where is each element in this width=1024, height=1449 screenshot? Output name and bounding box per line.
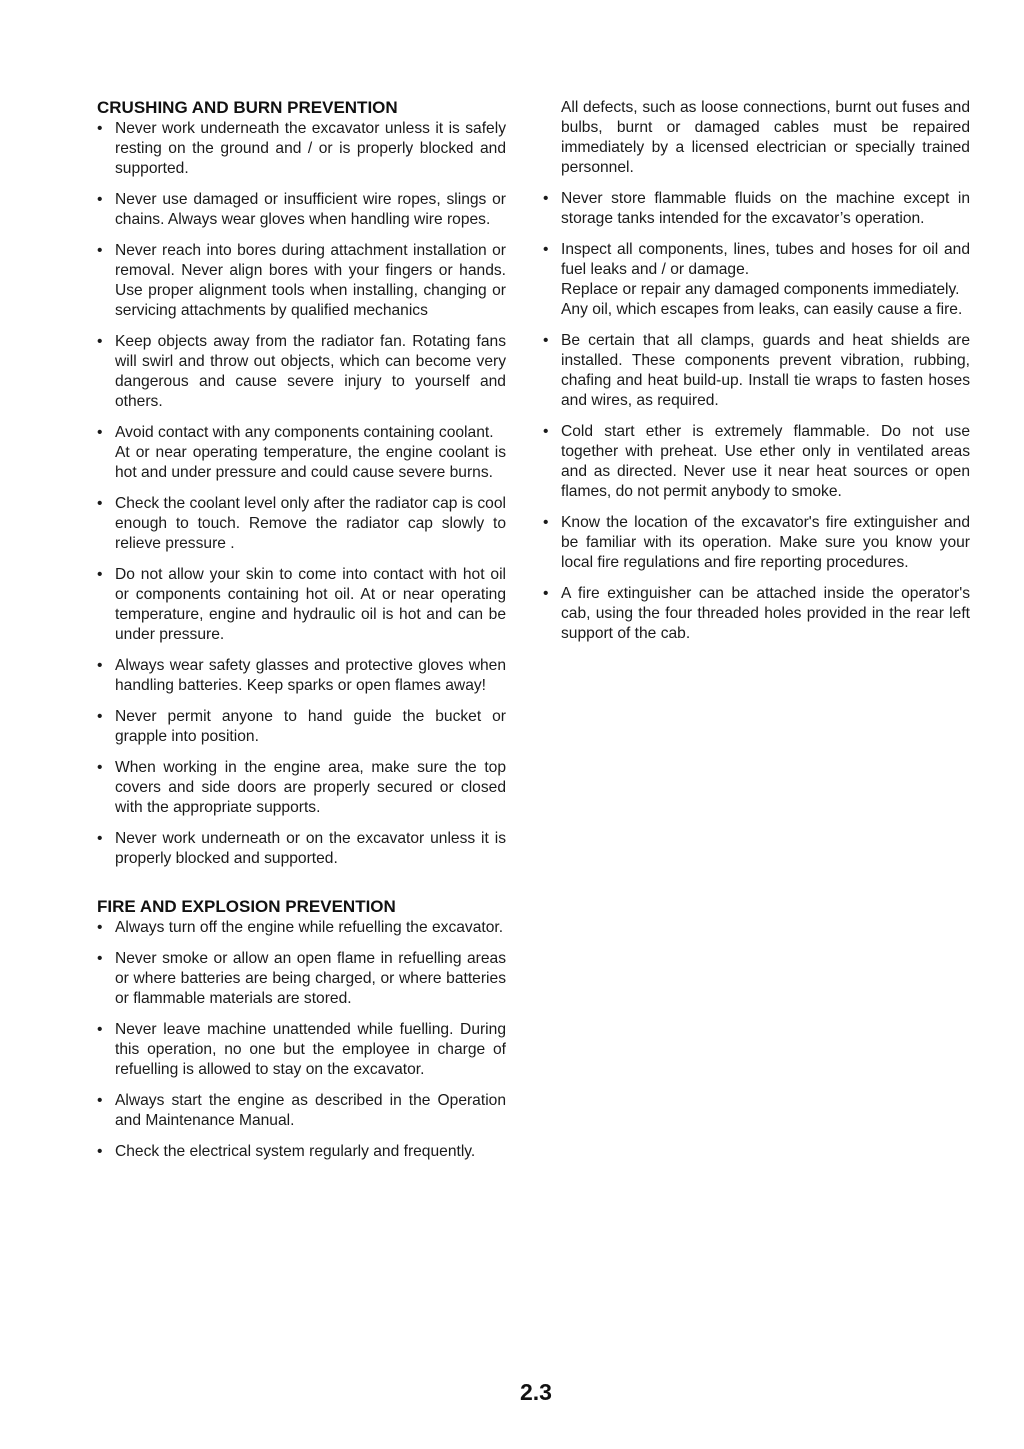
list-item-paragraph: Replace or repair any damaged components immediately. bbox=[561, 281, 960, 298]
list-item bbox=[97, 565, 506, 645]
bullet-icon: • bbox=[543, 332, 549, 349]
list-item-text bbox=[115, 918, 506, 938]
list-item bbox=[543, 584, 970, 644]
fire-continued-list bbox=[543, 189, 970, 644]
crushing-list bbox=[97, 119, 506, 869]
list-item-text bbox=[561, 189, 970, 229]
list-item-paragraph: Never smoke or allow an open flame in refuelling areas or where batteries are being charged, or where batteries or flammable materials are stored. bbox=[115, 950, 506, 1007]
list-item-paragraph: Never use damaged or insufficient wire ropes, slings or chains. Always wear gloves when handling wire ropes. bbox=[115, 191, 506, 228]
list-item-paragraph: Cold start ether is extremely flammable. Do not use together with preheat. Use ether only in ventilated areas and as directed. Never use it near heat sources or open flames, do not permit anybody to smoke. bbox=[561, 423, 970, 500]
list-item bbox=[97, 1020, 506, 1080]
list-item bbox=[97, 332, 506, 412]
list-item-paragraph: Always start the engine as described in the Operation and Maintenance Manual. bbox=[115, 1092, 506, 1129]
list-item-paragraph: Do not allow your skin to come into contact with hot oil or components containing hot oil. At or near operating temperature, engine and hydraulic oil is hot and can be under pressure. bbox=[115, 566, 506, 643]
list-item-paragraph: Never work underneath the excavator unless it is safely resting on the ground and / or is properly blocked and supported. bbox=[115, 120, 506, 177]
list-item-text bbox=[115, 707, 506, 747]
list-item bbox=[97, 829, 506, 869]
bullet-icon: • bbox=[97, 1092, 103, 1109]
fire-list bbox=[97, 918, 506, 1162]
bullet-icon: • bbox=[97, 759, 103, 776]
list-item bbox=[97, 1091, 506, 1131]
bullet-icon: • bbox=[97, 424, 103, 441]
list-item bbox=[97, 949, 506, 1009]
list-item-text bbox=[561, 240, 970, 320]
list-item-text bbox=[115, 332, 506, 412]
bullet-icon: • bbox=[543, 241, 549, 258]
list-item-text bbox=[115, 190, 506, 230]
list-item-text bbox=[561, 513, 970, 573]
list-item-paragraph: When working in the engine area, make sure the top covers and side doors are properly secured or closed with the appropriate supports. bbox=[115, 759, 506, 816]
list-item-paragraph: At or near operating temperature, the engine coolant is hot and under pressure and could cause severe burns. bbox=[115, 444, 506, 481]
bullet-icon: • bbox=[97, 830, 103, 847]
bullet-icon: • bbox=[97, 708, 103, 725]
list-item-text bbox=[115, 494, 506, 554]
list-item-paragraph: Never permit anyone to hand guide the bucket or grapple into position. bbox=[115, 708, 506, 745]
list-item bbox=[543, 189, 970, 229]
list-item-text bbox=[115, 565, 506, 645]
bullet-icon: • bbox=[97, 657, 103, 674]
bullet-icon: • bbox=[97, 495, 103, 512]
list-item bbox=[97, 241, 506, 321]
list-item-text bbox=[115, 829, 506, 869]
list-item-text bbox=[115, 1020, 506, 1080]
list-item-text bbox=[115, 241, 506, 321]
list-item-paragraph: Know the location of the excavator's fire extinguisher and be familiar with its operation. Make sure you know your local fire regulations and fire reporting procedures. bbox=[561, 514, 970, 571]
list-item bbox=[97, 190, 506, 230]
bullet-icon: • bbox=[97, 1143, 103, 1160]
list-item-paragraph: Check the electrical system regularly and frequently. bbox=[115, 1143, 476, 1160]
list-item-paragraph: Inspect all components, lines, tubes and hoses for oil and fuel leaks and / or damage. bbox=[561, 241, 970, 278]
list-item bbox=[97, 758, 506, 818]
list-item-paragraph: Always wear safety glasses and protective gloves when handling batteries. Keep sparks or open flames away! bbox=[115, 657, 506, 694]
fire-continued-intro: All defects, such as loose connections, burnt out fuses and bulbs, burnt or damaged cables must be repaired immediately by a licensed electrician or specially trained personnel. bbox=[561, 99, 970, 176]
left-column bbox=[97, 97, 506, 1173]
page-number: 2.3 bbox=[520, 1379, 552, 1405]
list-item bbox=[97, 423, 506, 483]
list-item-paragraph: Never leave machine unattended while fuelling. During this operation, no one but the employee in charge of refuelling is allowed to stay on the excavator. bbox=[115, 1021, 506, 1078]
list-item bbox=[97, 707, 506, 747]
list-item-text bbox=[115, 1142, 506, 1162]
list-item bbox=[97, 1142, 506, 1162]
list-item-paragraph: Always turn off the engine while refuelling the excavator. bbox=[115, 919, 504, 936]
list-item bbox=[543, 240, 970, 320]
bullet-icon: • bbox=[97, 191, 103, 208]
list-item-paragraph: Never store flammable fluids on the machine except in storage tanks intended for the excavator’s operation. bbox=[561, 190, 970, 227]
list-item-text bbox=[561, 584, 970, 644]
list-item-text bbox=[115, 758, 506, 818]
list-item-paragraph: Check the coolant level only after the radiator cap is cool enough to touch. Remove the radiator cap slowly to relieve pressure . bbox=[115, 495, 506, 552]
bullet-icon: • bbox=[97, 120, 103, 137]
list-item bbox=[97, 494, 506, 554]
list-item-paragraph: Keep objects away from the radiator fan. Rotating fans will swirl and throw out objects, which can become very dangerous and cause severe injury to yourself and others. bbox=[115, 333, 506, 410]
list-item-paragraph: Be certain that all clamps, guards and heat shields are installed. These components prevent vibration, rubbing, chafing and heat build-up. Install tie wraps to fasten hoses and wires, as required. bbox=[561, 332, 970, 409]
bullet-icon: • bbox=[97, 242, 103, 259]
list-item-text bbox=[561, 422, 970, 502]
list-item-paragraph: Never reach into bores during attachment installation or removal. Never align bores with your fingers or hands. Use proper alignment tools when installing, changing or servicing attachments by qualified mechanics bbox=[115, 242, 506, 319]
list-item-text bbox=[115, 949, 506, 1009]
list-item-text bbox=[115, 1091, 506, 1131]
list-item bbox=[543, 331, 970, 411]
list-item bbox=[97, 918, 506, 938]
list-item bbox=[97, 656, 506, 696]
fire-heading: FIRE AND EXPLOSION PREVENTION bbox=[97, 897, 396, 916]
list-item-paragraph: A fire extinguisher can be attached inside the operator's cab, using the four threaded holes provided in the rear left support of the cab. bbox=[561, 585, 970, 642]
list-item-paragraph: Never work underneath or on the excavator unless it is properly blocked and supported. bbox=[115, 830, 506, 867]
crushing-heading: CRUSHING AND BURN PREVENTION bbox=[97, 98, 398, 117]
list-item-text bbox=[561, 331, 970, 411]
bullet-icon: • bbox=[97, 333, 103, 350]
list-item bbox=[543, 513, 970, 573]
list-item bbox=[97, 119, 506, 179]
bullet-icon: • bbox=[543, 190, 549, 207]
bullet-icon: • bbox=[543, 423, 549, 440]
list-item-paragraph: Any oil, which escapes from leaks, can easily cause a fire. bbox=[561, 301, 963, 318]
list-item-paragraph: Avoid contact with any components containing coolant. bbox=[115, 424, 494, 441]
list-item-text bbox=[115, 423, 506, 483]
bullet-icon: • bbox=[97, 1021, 103, 1038]
list-item-text bbox=[115, 656, 506, 696]
bullet-icon: • bbox=[543, 514, 549, 531]
list-item-text bbox=[115, 119, 506, 179]
bullet-icon: • bbox=[543, 585, 549, 602]
bullet-icon: • bbox=[97, 566, 103, 583]
list-item bbox=[543, 422, 970, 502]
bullet-icon: • bbox=[97, 950, 103, 967]
bullet-icon: • bbox=[97, 919, 103, 936]
right-column bbox=[543, 98, 970, 655]
